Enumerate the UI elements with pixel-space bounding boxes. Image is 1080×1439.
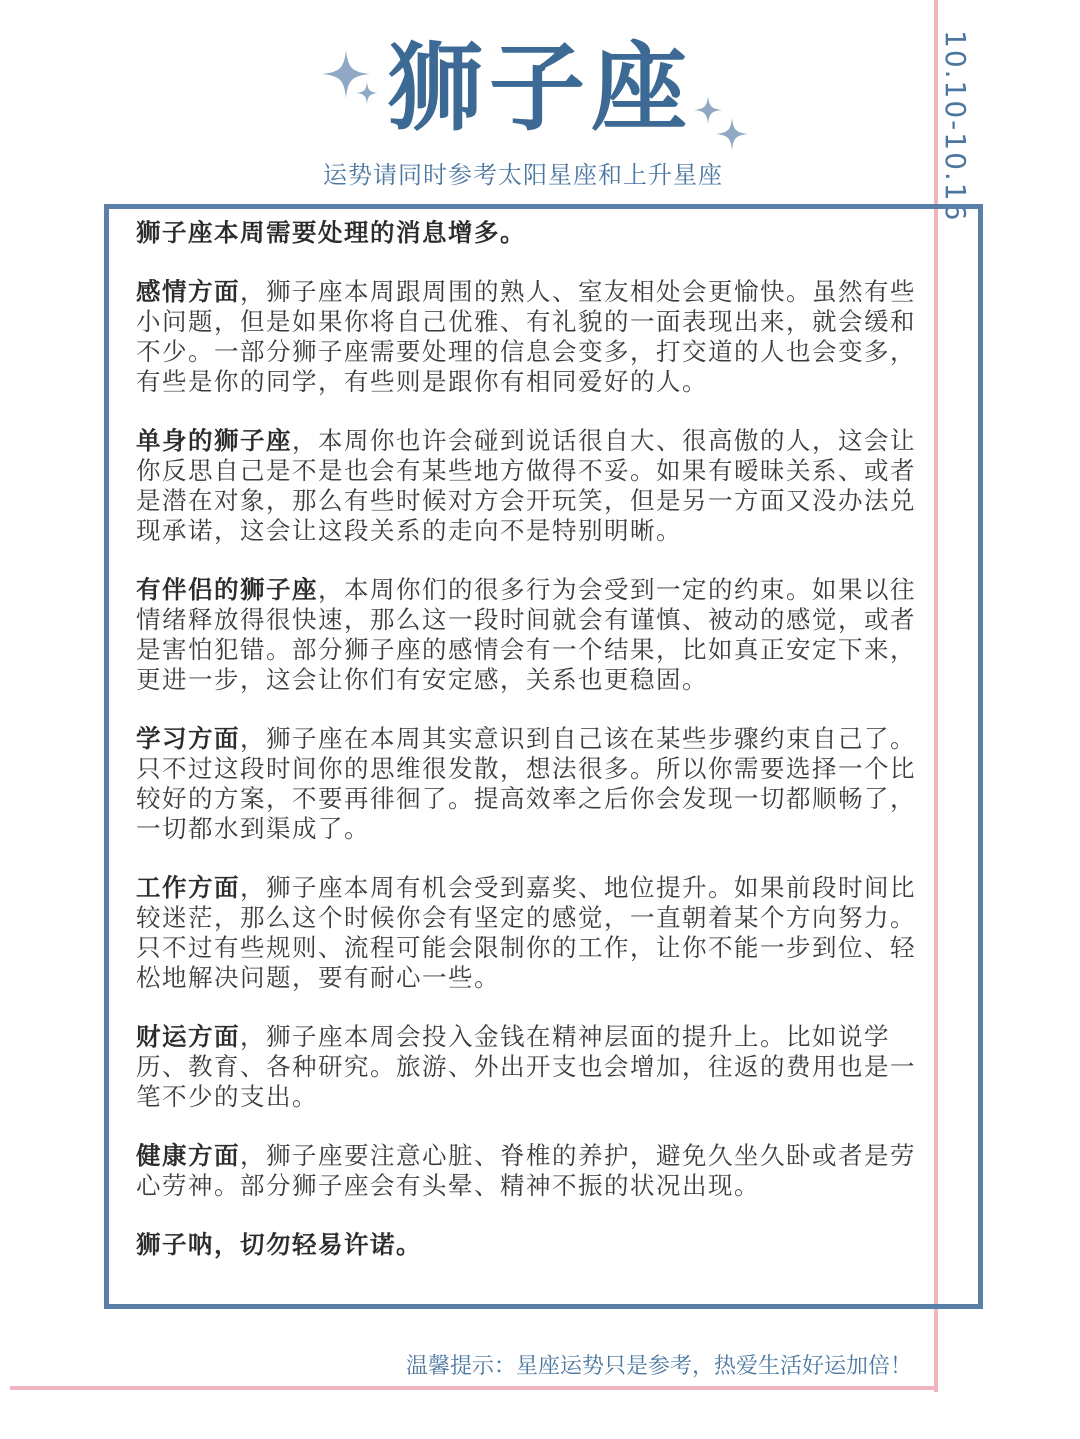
work-paragraph: 工作方面，狮子座本周有机会受到嘉奖、地位提升。如果前段时间比较迷茫，那么这个时候你会有坚定的感觉，一直朝着某个方向努力。只不过有些规则、流程可能会限制你的工作，让你不能一步到位、轻松地解决问题，要有耐心一些。 bbox=[136, 873, 916, 992]
closing-paragraph: 狮子呐，切勿轻易许诺。 bbox=[136, 1230, 422, 1259]
section-label: 学习方面 bbox=[136, 724, 240, 753]
date-range: 10.10-10.16 bbox=[939, 30, 972, 223]
page-title: 狮子座 bbox=[387, 32, 693, 144]
section-label: 单身的狮子座 bbox=[136, 426, 292, 455]
love-paragraph: 感情方面，狮子座本周跟周围的熟人、室友相处会更愉快。虽然有些小问题，但是如果你将自己优雅、有礼貌的一面表现出来，就会缓和不少。一部分狮子座需要处理的信息会变多，打交道的人也会变多，有些是你的同学，有些则是跟你有相同爱好的人。 bbox=[136, 277, 916, 396]
page-subtitle: 运势请同时参考太阳星座和上升星座 bbox=[323, 161, 723, 189]
health-paragraph: 健康方面，狮子座要注意心脏、脊椎的养护，避免久坐久卧或者是劳心劳神。部分狮子座会有头晕、精神不振的状况出现。 bbox=[136, 1141, 916, 1200]
section-label: 感情方面 bbox=[136, 277, 240, 306]
horoscope-body bbox=[136, 218, 926, 1289]
footer-tip: 温馨提示：星座运势只是参考，热爱生活好运加倍！ bbox=[405, 1354, 912, 1379]
partnered-paragraph: 有伴侣的狮子座，本周你们的很多行为会受到一定的约束。如果以往情绪释放得很快速，那么这一段时间就会有谨慎、被动的感觉，或者是害怕犯错。部分狮子座的感情会有一个结果，比如真正安定下来，更进一步，这会让你们有安定感，关系也更稳固。 bbox=[136, 575, 916, 694]
study-paragraph: 学习方面，狮子座在本周其实意识到自己该在某些步骤约束自己了。只不过这段时间你的思维很发散，想法很多。所以你需要选择一个比较好的方案，不要再徘徊了。提高效率之后你会发现一切都顺畅了，一切都水到渠成了。 bbox=[136, 724, 916, 843]
single-paragraph: 单身的狮子座，本周你也许会碰到说话很自大、很高傲的人，这会让你反思自己是不是也会有某些地方做得不妥。如果有暧昧关系、或者是潜在对象，那么有些时候对方会开玩笑，但是另一方面又没办法兑现承诺，这会让这段关系的走向不是特别明晰。 bbox=[136, 426, 916, 545]
section-label: 财运方面 bbox=[136, 1022, 240, 1051]
wealth-paragraph: 财运方面，狮子座本周会投入金钱在精神层面的提升上。比如说学历、教育、各种研究。旅游、外出开支也会增加，往返的费用也是一笔不少的支出。 bbox=[136, 1022, 916, 1111]
pink-horizontal-line bbox=[10, 1386, 938, 1390]
section-label: 有伴侣的狮子座 bbox=[136, 575, 318, 604]
section-label: 工作方面 bbox=[136, 873, 240, 902]
section-label: 健康方面 bbox=[136, 1141, 240, 1170]
intro-paragraph: 狮子座本周需要处理的消息增多。 bbox=[136, 218, 526, 247]
